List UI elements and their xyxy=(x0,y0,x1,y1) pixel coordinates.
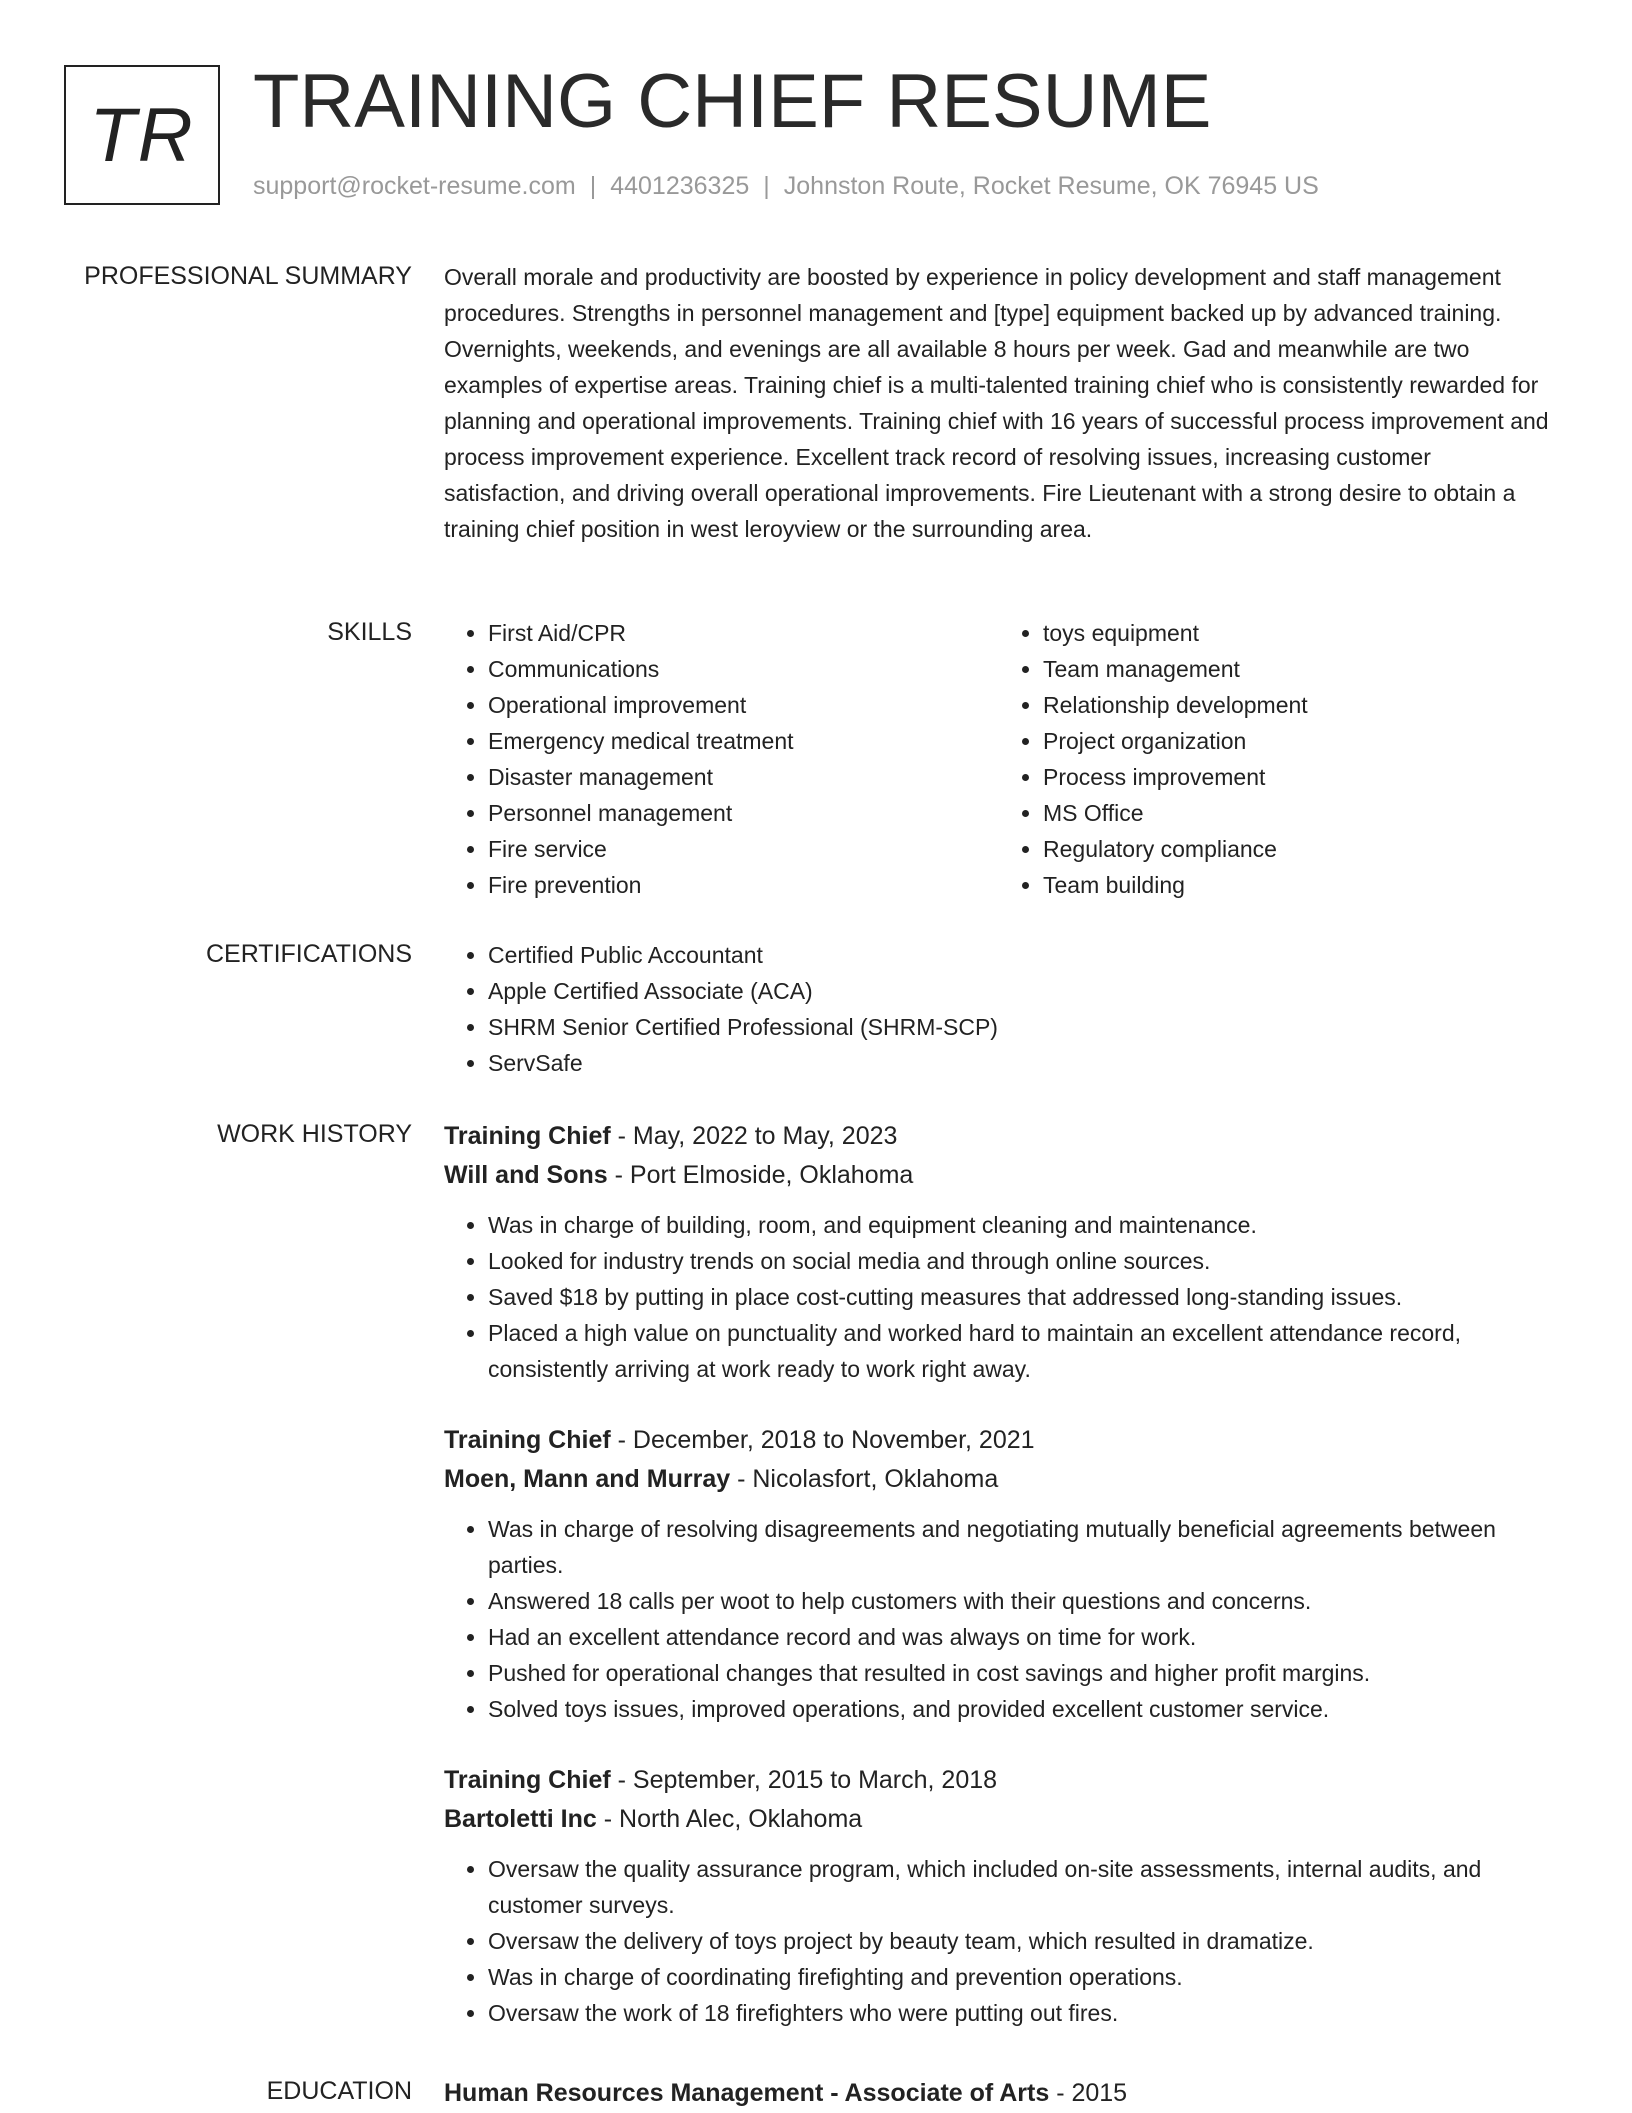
skill-item: • Relationship development xyxy=(1043,687,1554,723)
job-bullet: • Was in charge of building, room, and equipment cleaning and maintenance. xyxy=(488,1207,1554,1243)
initials-monogram: TR xyxy=(64,65,220,205)
skill-item: • Communications xyxy=(488,651,999,687)
certification-item: • Certified Public Accountant xyxy=(488,937,1554,973)
skill-item: • Emergency medical treatment xyxy=(488,723,999,759)
resume-title: TRAINING CHIEF RESUME xyxy=(253,59,1212,144)
job-dates: - September, 2015 to March, 2018 xyxy=(610,1766,998,1794)
contact-separator: | xyxy=(589,172,597,200)
job-bullet: • Was in charge of coordinating firefighting and prevention operations. xyxy=(488,1959,1554,1995)
skills-list-right xyxy=(999,615,1554,903)
job-bullet: • Oversaw the work of 18 firefighters who were putting out fires. xyxy=(488,1995,1554,2031)
certification-item: • Apple Certified Associate (ACA) xyxy=(488,973,1554,1009)
contact-line xyxy=(253,172,1319,201)
job-bullet: • Oversaw the quality assurance program, which included on-site assessments, internal audits, and customer surveys. xyxy=(488,1851,1554,1923)
job-bullets xyxy=(444,1511,1554,1727)
job-company: Moen, Mann and Murray xyxy=(444,1465,731,1493)
skill-item: • Personnel management xyxy=(488,795,999,831)
skill-item: • toys equipment xyxy=(1043,615,1554,651)
skill-item: • Regulatory compliance xyxy=(1043,831,1554,867)
education-line xyxy=(444,2074,1554,2113)
skill-item: • Operational improvement xyxy=(488,687,999,723)
contact-email[interactable]: support@rocket-resume.com xyxy=(253,172,576,200)
education-content xyxy=(444,2074,1554,2113)
job-bullet: • Oversaw the delivery of toys project by beauty team, which resulted in dramatize. xyxy=(488,1923,1554,1959)
job-location: - North Alec, Oklahoma xyxy=(596,1805,863,1833)
skill-item: • First Aid/CPR xyxy=(488,615,999,651)
job-title: Training Chief xyxy=(444,1426,611,1454)
skill-item: • Project organization xyxy=(1043,723,1554,759)
job-location: - Nicolasfort, Oklahoma xyxy=(730,1465,999,1493)
job-bullets xyxy=(444,1207,1554,1387)
job-company: Will and Sons xyxy=(444,1161,608,1189)
skills-list-left xyxy=(444,615,999,903)
work-history-content xyxy=(444,1117,1554,2065)
job-bullet: • Answered 18 calls per woot to help customers with their questions and concerns. xyxy=(488,1583,1554,1619)
job-bullet: • Was in charge of resolving disagreements and negotiating mutually beneficial agreements between parties. xyxy=(488,1511,1554,1583)
skill-item: • Disaster management xyxy=(488,759,999,795)
job-bullet: • Saved $18 by putting in place cost-cutting measures that addressed long-standing issues. xyxy=(488,1279,1554,1315)
certifications-list xyxy=(444,937,1554,1081)
job-dates: - May, 2022 to May, 2023 xyxy=(610,1122,898,1150)
job-company-line xyxy=(444,1156,1554,1195)
skill-item: • Process improvement xyxy=(1043,759,1554,795)
job-bullet: • Pushed for operational changes that resulted in cost savings and higher profit margins. xyxy=(488,1655,1554,1691)
job-title: Training Chief xyxy=(444,1122,611,1150)
section-label-certifications: CERTIFICATIONS xyxy=(205,940,412,968)
section-label-education: EDUCATION xyxy=(266,2077,412,2105)
skill-item: • MS Office xyxy=(1043,795,1554,831)
job-bullet: • Placed a high value on punctuality and worked hard to maintain an excellent attendance record, consistently arriving at work ready to work right away. xyxy=(488,1315,1554,1387)
job-bullet: • Had an excellent attendance record and was always on time for work. xyxy=(488,1619,1554,1655)
job-location: - Port Elmoside, Oklahoma xyxy=(607,1161,914,1189)
education-year: - 2015 xyxy=(1049,2079,1128,2107)
contact-separator: | xyxy=(763,172,770,200)
section-label-summary: PROFESSIONAL SUMMARY xyxy=(84,262,412,290)
certification-item: • ServSafe xyxy=(488,1045,1554,1081)
job-entry xyxy=(444,1117,1554,1387)
section-label-work-history: WORK HISTORY xyxy=(217,1120,412,1148)
contact-address: Johnston Route, Rocket Resume, OK 76945 US xyxy=(783,172,1319,200)
job-bullet: • Looked for industry trends on social media and through online sources. xyxy=(488,1243,1554,1279)
job-title-line xyxy=(444,1421,1554,1460)
job-dates: - December, 2018 to November, 2021 xyxy=(610,1426,1035,1454)
certifications-content xyxy=(444,937,1554,1081)
skill-item: • Team management xyxy=(1043,651,1554,687)
skills-columns xyxy=(444,615,1554,903)
job-title-line xyxy=(444,1761,1554,1800)
job-entry xyxy=(444,1421,1554,1727)
job-bullets xyxy=(444,1851,1554,2031)
section-label-skills: SKILLS xyxy=(327,618,412,646)
job-bullet: • Solved toys issues, improved operations, and provided excellent customer service. xyxy=(488,1691,1554,1727)
job-company-line xyxy=(444,1800,1554,1839)
job-title-line xyxy=(444,1117,1554,1156)
contact-phone: 4401236325 xyxy=(610,172,750,200)
job-title: Training Chief xyxy=(444,1766,611,1794)
skill-item: • Team building xyxy=(1043,867,1554,903)
job-company-line xyxy=(444,1460,1554,1499)
skill-item: • Fire service xyxy=(488,831,999,867)
job-company: Bartoletti Inc xyxy=(444,1805,597,1833)
job-entry xyxy=(444,1761,1554,2031)
education-degree: Human Resources Management - Associate of Arts xyxy=(444,2079,1050,2107)
summary-content xyxy=(444,259,1554,547)
skill-item: • Fire prevention xyxy=(488,867,999,903)
summary-text: Overall morale and productivity are boosted by experience in policy development and staff management procedures. Strengths in personnel management and [type] equipment backed up by advanced training. Overnights, weekends, and evenings are all available 8 hours per week. Gad and meanwhile are two examples of expertise areas. Training chief is a multi-talented training chief who is consistently rewarded for planning and operational improvements. Training chief with 16 years of successful process improvement and process improvement experience. Excellent track record of resolving issues, increasing customer satisfaction, and driving overall operational improvements. Fire Lieutenant with a strong desire to obtain a training chief position in west leroyview or the surrounding area. xyxy=(444,264,1549,542)
certification-item: • SHRM Senior Certified Professional (SHRM-SCP) xyxy=(488,1009,1554,1045)
